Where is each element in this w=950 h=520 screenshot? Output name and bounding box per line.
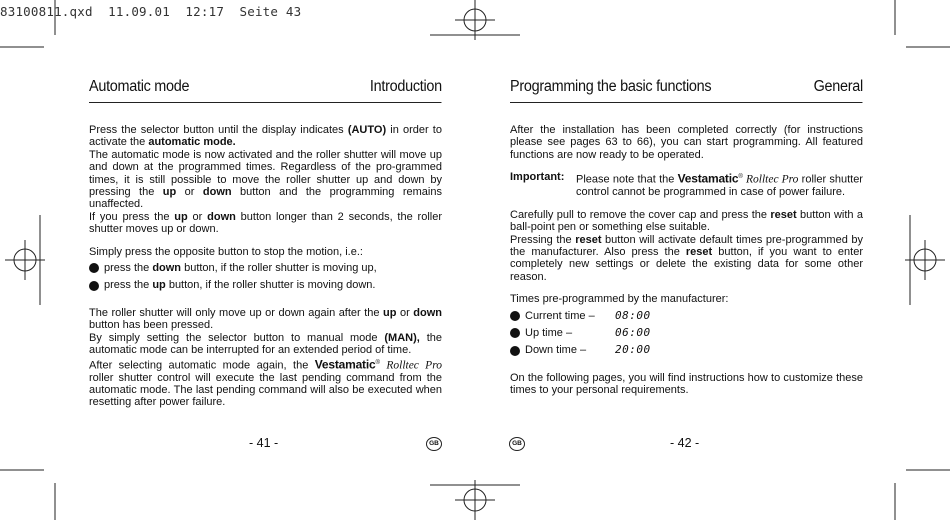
- paragraph: Carefully pull to remove the cover cap and press the reset button with a ball-point pen or something else suitable. Pressing the reset button will activate default times pre-programmed by the manufacturer. Also press the reset button, if you want to enter completely new settings or delete the existing data for some other reason.: [510, 208, 863, 283]
- page-number: - 41 -: [249, 436, 279, 450]
- bullet-icon: [89, 263, 99, 273]
- bullet-icon: [510, 311, 520, 321]
- list-item: press the down button, if the roller shutter is moving up,: [89, 262, 442, 274]
- chapter-title: General: [813, 78, 863, 95]
- page-body: [89, 124, 442, 409]
- page-header: [510, 78, 863, 103]
- page-right: [510, 78, 863, 397]
- list-item: press the up button, if the roller shutter is moving down.: [89, 279, 442, 291]
- paragraph: Simply press the opposite button to stop the motion, i.e.:: [89, 245, 363, 258]
- bullet-icon: [89, 281, 99, 291]
- lcd-time: 08:00: [615, 308, 651, 322]
- brand-product: Rolltec Pro: [745, 173, 799, 186]
- page-left: [89, 78, 442, 409]
- page-number: - 42 -: [670, 436, 700, 450]
- time-item: Current time – 08:00: [510, 310, 863, 322]
- page-header: [89, 78, 442, 103]
- important-note: Important: Please note that the Vestamatic® Rolltec Pro roller shutter control cannot be programmed in case of power failure.: [510, 171, 863, 199]
- paragraph: Press the selector button until the display indicates (AUTO) in order to activate the automatic mode. The automatic mode is now activated and the roller shutter will move up and down at the programmed times. Regardless of the pro-grammed times, it is still possible to move the roller shutter up and down by pressing the up or down button and the programming remains unaffected. If you press the up or down button longer than 2 seconds, the roller shutter moves up or down.: [89, 124, 442, 236]
- chapter-title: Introduction: [369, 78, 442, 95]
- important-label: Important:: [510, 171, 565, 184]
- section-title: Programming the basic functions: [510, 78, 712, 95]
- file-slug: 83100811.qxd 11.09.01 12:17 Seite 43: [0, 4, 302, 19]
- language-badge: GB: [509, 437, 525, 451]
- time-item: Down time – 20:00: [510, 344, 863, 356]
- brand-product: Rolltec Pro: [386, 359, 442, 372]
- paragraph: The roller shutter will only move up or down again after the up or down button has been pressed. By simply setting the selector button to manual mode (MAN), the automatic mode can be interrupted for an extended period of time. After selecting automatic mode again, the Vestamatic® Rolltec Pro roller shutter control will execute the last pending command from the automatic mode. The last pending command will also be executed when resetting after power failure.: [89, 306, 442, 409]
- lcd-time: 20:00: [615, 343, 651, 357]
- brand-name: Vestamatic: [677, 171, 739, 186]
- paragraph: Times pre-programmed by the manufacturer:: [510, 293, 729, 306]
- brand-name: Vestamatic: [314, 357, 376, 372]
- page-body: [510, 124, 863, 397]
- section-title: Automatic mode: [89, 78, 190, 95]
- paragraph: On the following pages, you will find instructions how to customize these times to your personal requirements.: [510, 371, 863, 397]
- lcd-time: 06:00: [615, 325, 651, 339]
- language-badge: GB: [426, 437, 442, 451]
- bullet-icon: [510, 328, 520, 338]
- time-item: Up time – 06:00: [510, 327, 863, 339]
- paragraph: After the installation has been completed correctly (for instructions please see pages 63 to 66), you can start programming. All featured functions are now ready to be operated.: [510, 124, 863, 161]
- bullet-icon: [510, 346, 520, 356]
